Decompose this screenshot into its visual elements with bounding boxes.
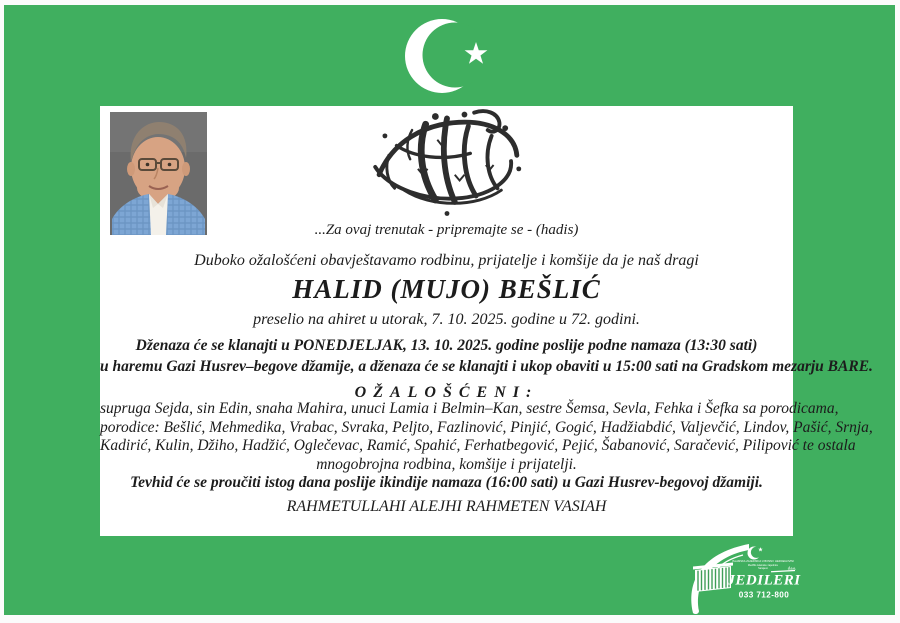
portrait-photo [110, 112, 207, 235]
intro-line: Duboko ožalošćeni obavještavamo rodbinu, prijatelje i komšije da je naš dragi [194, 252, 699, 269]
closing-line: RAHMETULLAHI ALEJHI RAHMETEN VASIAH [286, 498, 607, 515]
arabic-calligraphy [350, 106, 544, 224]
funeral-line-1: Dženaza će se klanajti u PONEDJELJAK, 13. 10. 2025. godine poslije podne namaza (13:30 sati) [135, 337, 758, 354]
logo-org-line-2: Medžlis islamske zajednice [747, 563, 779, 567]
death-line: preselio na ahiret u utorak, 7. 10. 2025. godine u 72. godini. [253, 311, 640, 328]
logo-phone: 033 712-800 [738, 590, 790, 600]
jedileri-logo [683, 543, 823, 615]
obituary-card [100, 106, 873, 536]
mourners-list [100, 400, 873, 474]
mourners-line: Kadirić, Kulin, Džiho, Hadžić, Oglečevac, Ramić, Spahić, Ferhatbegović, Pejić, Šabanović, Saračević, Pilipović te ostala [100, 437, 856, 454]
mourners-line: mnogobrojna rodbina, komšije i prijatelji. [316, 455, 577, 473]
small-crescent-star-icon [748, 547, 763, 560]
logo-org-line-1: ISLAMSKA ZAJEDNICA U BOSNI I HERCEGOVINI [732, 560, 794, 563]
deceased-name: HALID (MUJO) BEŠLIĆ [292, 274, 601, 304]
mourners-line: supruga Sejda, sin Edin, snaha Mahira, unuci Lamia i Belmin–Kan, sestre Šemsa, Sevla, Fehka i Šefka sa porodicama, [100, 400, 839, 417]
logo-org-line-3: Sarajevo [758, 567, 768, 571]
hadith-quote: ...Za ovaj trenutak - pripremajte se - (hadis) [314, 222, 579, 238]
funeral-line-2: u haremu Gazi Husrev–begove džamije, a dženaza će se klanajti i ukop obaviti u 15:00 sati na Gradskom mezarju BARE. [100, 358, 873, 375]
logo-suffix: d.o.o. [787, 566, 796, 571]
mourners-line: porodice: Bešlić, Mehmedika, Vrabac, Svraka, Peljto, Fazlinović, Pinjić, Gogić, Hadžiabdić, Valjevčić, Lindov, Pašić, Srnja, [100, 418, 873, 436]
crescent-star-icon [402, 12, 502, 97]
mourners-heading: OŽALOŠĆENI: [354, 384, 539, 401]
tevhid-line: Tevhid će se proučiti istog dana poslije ikindije namaza (16:00 sati) u Gazi Husrev-begovoj džamiji. [130, 474, 763, 491]
logo-brand: JEDILERI [727, 572, 801, 589]
